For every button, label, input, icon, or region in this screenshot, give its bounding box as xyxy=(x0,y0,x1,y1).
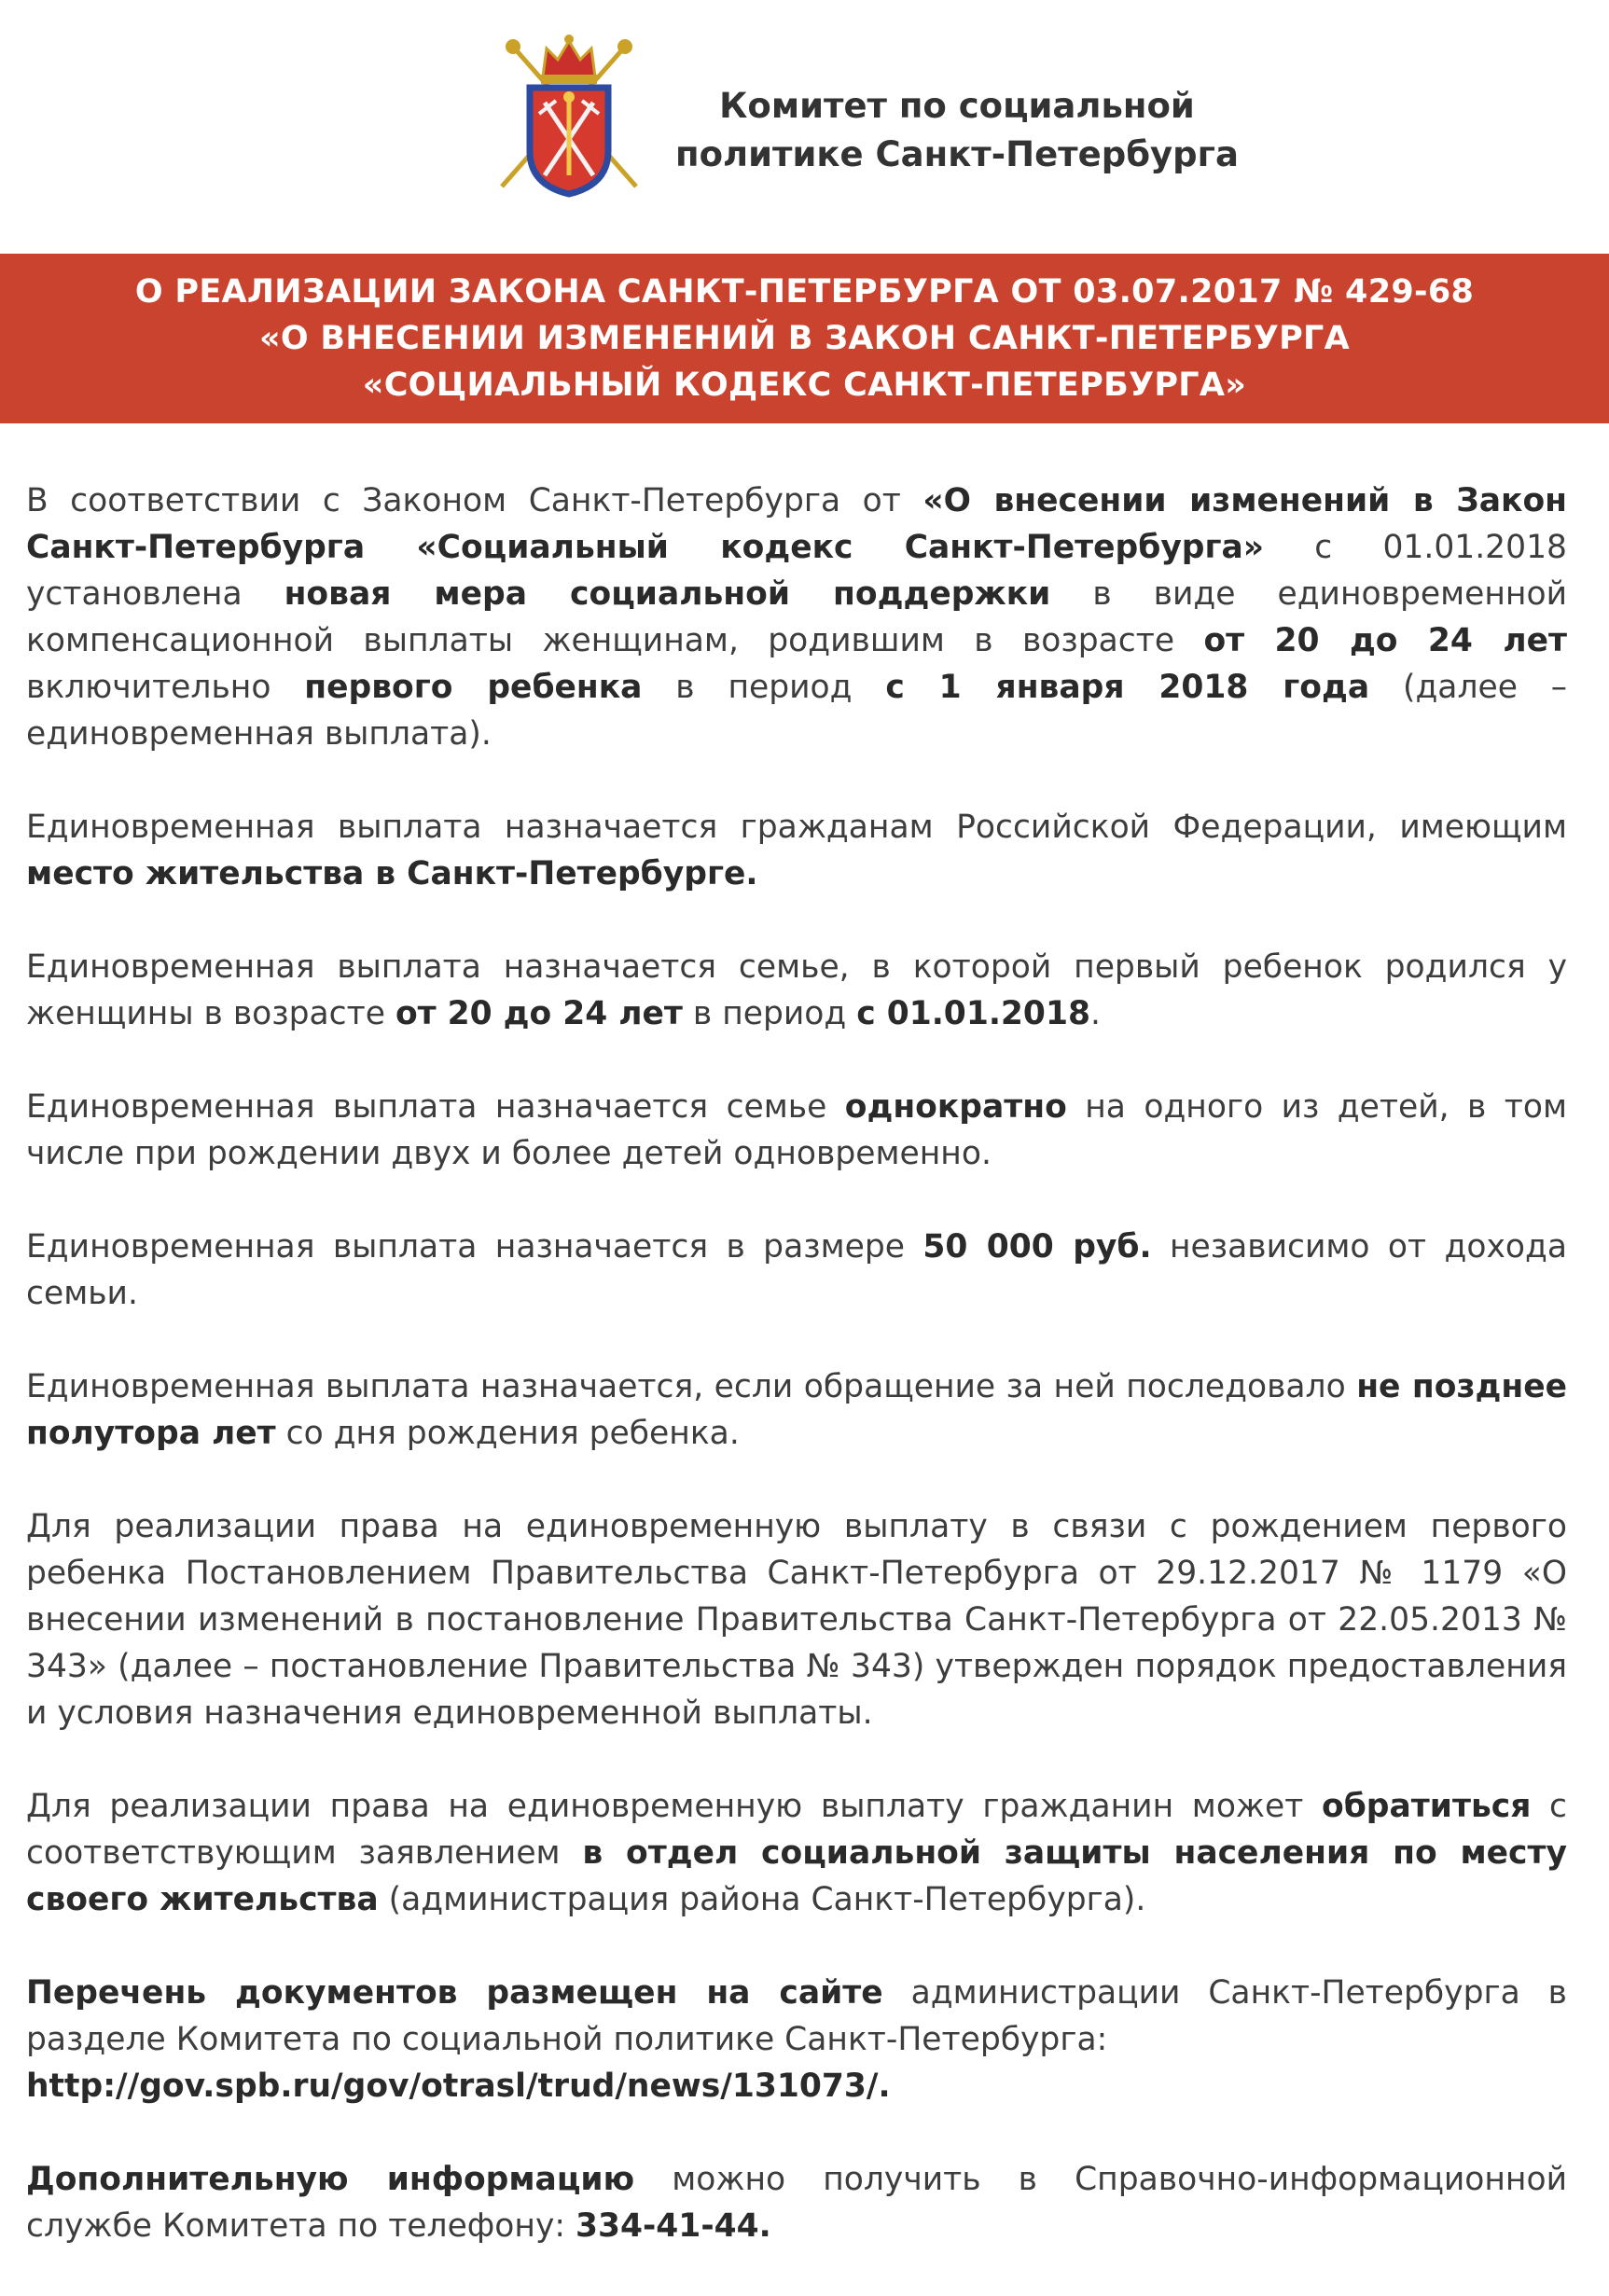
organization-name xyxy=(659,82,1255,179)
additional-info-bold: Дополнительную информацию xyxy=(26,2161,635,2198)
banner-title-line-2: «О ВНЕСЕНИИ ИЗМЕНЕНИЙ В ЗАКОН САНКТ-ПЕТЕРБУРГА xyxy=(258,320,1351,357)
text: в период xyxy=(682,995,857,1032)
text: Единовременная выплата назначается семье xyxy=(26,1088,845,1126)
title-banner xyxy=(0,254,1609,423)
paragraph-new-support-measure xyxy=(26,477,1567,757)
paragraph-amount xyxy=(26,1224,1567,1317)
website-link[interactable]: http://gov.spb.ru/gov/otrasl/trud/news/131073/. xyxy=(26,2068,891,2105)
text: (администрация района Санкт-Петербурга). xyxy=(378,1881,1146,1918)
age-range-bold: от 20 до 24 лет xyxy=(1203,622,1567,659)
age-range-bold: от 20 до 24 лет xyxy=(395,995,683,1032)
banner-title-line-3: «СОЦИАЛЬНЫЙ КОДЕКС САНКТ-ПЕТЕРБУРГА» xyxy=(362,367,1247,404)
support-measure-bold: новая мера социальной поддержки xyxy=(284,575,1051,613)
once-bold: однократно xyxy=(844,1088,1067,1126)
text: Единовременная выплата назначается семье, в которой первый ребенок родился у женщины в возрасте xyxy=(26,948,1567,1032)
text: В соответствии с Законом Санкт-Петербурга от xyxy=(26,482,923,519)
text: с соответствующим заявлением xyxy=(26,1788,1568,1872)
start-date-bold: с 1 января 2018 года xyxy=(885,669,1370,706)
text: Для реализации права на единовременную выплату гражданин может xyxy=(26,1788,1323,1825)
organization-name-line-2: политике Санкт-Петербурга xyxy=(675,134,1239,174)
text: администрации Санкт-Петербурга в разделе Комитета по социальной политике Санкт-Петербурга: xyxy=(26,1974,1567,2058)
page-header xyxy=(0,0,1609,242)
text: . xyxy=(1089,995,1101,1032)
deadline-bold: не позднее полутора лет xyxy=(26,1368,1568,1452)
phone-number: 334-41-44. xyxy=(575,2207,771,2245)
text: с 01.01.2018 установлена xyxy=(26,529,1567,613)
paragraph-once-per-family xyxy=(26,1084,1567,1177)
document-body xyxy=(26,477,1567,2296)
text: в виде единовременной компенсационной выплаты женщинам, родившим в возрасте xyxy=(26,575,1568,659)
documents-list-bold: Перечень документов размещен на сайте xyxy=(26,1974,883,2012)
date-bold: с 01.01.2018 xyxy=(856,995,1090,1032)
text: независимо от дохода семьи. xyxy=(26,1228,1567,1312)
text: Для реализации права на единовременную выплату в связи с рождением первого ребенка Постановлением Правительства Санкт-Петербурга от 29.12.2017 № 1179 «О внесении изменений в постановление Правительства Санкт-Петербурга от 22.05.2013 № 343» (далее – постановление Правительства № 343) утвержден порядок предоставления и условия назначения единовременной выплаты. xyxy=(26,1508,1567,1732)
paragraph-where-to-apply xyxy=(26,1783,1567,1923)
amount-bold: 50 000 руб. xyxy=(922,1228,1152,1266)
law-name-bold: «О внесении изменений в Закон Санкт-Петербурга «Социальный кодекс Санкт-Петербурга» xyxy=(26,482,1567,566)
social-protection-dept-bold: в отдел социальной защиты населения по месту своего жительства xyxy=(26,1834,1567,1918)
paragraph-deadline xyxy=(26,1363,1567,1457)
paragraph-residence xyxy=(26,804,1567,897)
paragraph-government-decree xyxy=(26,1503,1567,1736)
text: со дня рождения ребенка. xyxy=(275,1415,740,1452)
first-child-bold: первого ребенка xyxy=(304,669,643,706)
text: включительно xyxy=(26,669,305,706)
organization-name-line-1: Комитет по социальной xyxy=(719,86,1195,126)
text: Единовременная выплата назначается в размере xyxy=(26,1228,923,1266)
banner-title-line-1: О РЕАЛИЗАЦИИ ЗАКОНА САНКТ-ПЕТЕРБУРГА ОТ 03.07.2017 № 429-68 xyxy=(134,273,1475,311)
text: (далее – единовременная выплата). xyxy=(26,669,1568,753)
apply-bold: обратиться xyxy=(1322,1788,1532,1825)
paragraph-documents-list xyxy=(26,1970,1567,2109)
text: можно получить в Справочно-информационной службе Комитета по телефону: xyxy=(26,2161,1567,2245)
paragraph-family-eligibility xyxy=(26,944,1567,1037)
text: Единовременная выплата назначается гражданам Российской Федерации, имеющим xyxy=(26,809,1567,846)
residence-bold: место жительства в Санкт-Петербурге. xyxy=(26,855,758,892)
paragraph-contact-info xyxy=(26,2156,1567,2249)
text: Единовременная выплата назначается, если обращение за ней последовало xyxy=(26,1368,1357,1405)
text: в период xyxy=(642,669,886,706)
st-petersburg-coat-of-arms-icon xyxy=(485,28,653,205)
text: на одного из детей, в том числе при рождении двух и более детей одновременно. xyxy=(26,1088,1567,1172)
